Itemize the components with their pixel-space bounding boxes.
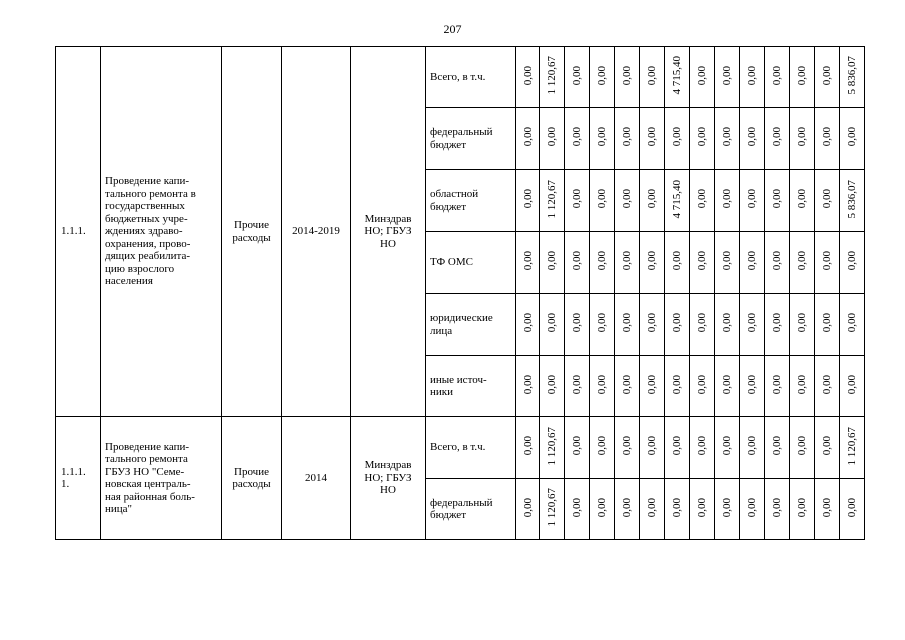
value-cell (516, 232, 540, 294)
value-cell (815, 108, 840, 170)
value-cell (615, 417, 640, 479)
value-cell (615, 170, 640, 232)
value-cell (565, 232, 590, 294)
value-text: 0,00 (721, 251, 733, 271)
value-text: 0,00 (821, 251, 833, 271)
value-text: 0,00 (571, 436, 583, 456)
value-cell (740, 108, 765, 170)
expense-type: Прочие расходы (222, 417, 282, 540)
executor: Минздрав НО; ГБУЗ НО (351, 47, 426, 417)
funding-source: ТФ ОМС (426, 232, 516, 294)
table-row (56, 417, 865, 479)
value-cell (765, 356, 790, 417)
value-text: 0,00 (746, 313, 758, 333)
value-cell (740, 232, 765, 294)
value-text: 0,00 (821, 127, 833, 147)
value-cell (790, 47, 815, 108)
value-cell (765, 232, 790, 294)
value-text: 0,00 (621, 497, 633, 517)
value-text: 0,00 (696, 127, 708, 147)
value-cell (840, 170, 865, 232)
value-cell (540, 108, 565, 170)
value-cell (840, 108, 865, 170)
value-cell (540, 479, 565, 540)
value-cell (715, 356, 740, 417)
value-cell (715, 108, 740, 170)
value-cell (790, 417, 815, 479)
table-row (56, 47, 865, 108)
item-name: Проведение капи- тального ремонта в государственных бюджетных учре- ждениях здраво- охранения, прово- дящих реабилита- цию взрослого населения (101, 47, 222, 417)
value-cell (765, 479, 790, 540)
value-cell (740, 356, 765, 417)
value-text: 0,00 (746, 65, 758, 85)
value-cell (590, 479, 615, 540)
value-cell (840, 479, 865, 540)
value-cell (765, 417, 790, 479)
value-cell (640, 47, 665, 108)
value-text: 0,00 (671, 313, 683, 333)
value-cell (790, 479, 815, 540)
value-cell (540, 47, 565, 108)
expense-type: Прочие расходы (222, 47, 282, 417)
value-text: 0,00 (721, 127, 733, 147)
funding-source: иные источ- ники (426, 356, 516, 417)
value-text: 0,00 (621, 313, 633, 333)
value-cell (540, 170, 565, 232)
value-cell (565, 108, 590, 170)
value-cell (740, 417, 765, 479)
value-text: 0,00 (521, 65, 534, 85)
value-cell (615, 232, 640, 294)
value-text: 0,00 (521, 127, 534, 147)
value-cell (765, 294, 790, 356)
value-text: 0,00 (796, 251, 808, 271)
value-text: 0,00 (696, 313, 708, 333)
value-cell (565, 170, 590, 232)
value-cell (790, 170, 815, 232)
value-text: 0,00 (621, 436, 633, 456)
value-text: 0,00 (696, 251, 708, 271)
value-cell (565, 479, 590, 540)
value-cell (690, 47, 715, 108)
value-text: 0,00 (671, 497, 683, 517)
value-text: 0,00 (621, 127, 633, 147)
value-text: 0,00 (821, 374, 833, 394)
value-cell (640, 356, 665, 417)
value-cell (740, 479, 765, 540)
value-text: 0,00 (596, 189, 608, 209)
value-text: 1 120,67 (546, 179, 558, 218)
value-cell (690, 417, 715, 479)
value-cell (815, 47, 840, 108)
value-text: 0,00 (596, 65, 608, 85)
value-text: 0,00 (646, 374, 658, 394)
budget-table (55, 46, 865, 540)
value-cell (615, 47, 640, 108)
value-cell (665, 108, 690, 170)
value-cell (815, 356, 840, 417)
value-cell (590, 47, 615, 108)
value-text: 4 715,40 (671, 56, 683, 95)
value-text: 0,00 (696, 65, 708, 85)
value-text: 0,00 (521, 313, 534, 333)
value-text: 1 120,67 (546, 488, 558, 527)
page-number: 207 (443, 22, 462, 36)
value-text: 0,00 (596, 127, 608, 147)
value-cell (815, 479, 840, 540)
value-cell (790, 108, 815, 170)
value-text: 0,00 (796, 189, 808, 209)
value-text: 0,00 (821, 436, 833, 456)
value-cell (740, 170, 765, 232)
value-cell (690, 170, 715, 232)
value-text: 0,00 (646, 497, 658, 517)
value-cell (840, 294, 865, 356)
funding-source: областной бюджет (426, 170, 516, 232)
value-cell (690, 479, 715, 540)
value-text: 0,00 (571, 497, 583, 517)
value-cell (516, 170, 540, 232)
value-cell (815, 232, 840, 294)
value-cell (590, 108, 615, 170)
item-code: 1.1.1. 1. (56, 417, 101, 540)
value-text: 0,00 (621, 189, 633, 209)
value-cell (790, 232, 815, 294)
value-text: 4 715,40 (671, 179, 683, 218)
value-text: 0,00 (746, 127, 758, 147)
value-text: 0,00 (846, 497, 858, 517)
value-cell (740, 294, 765, 356)
value-text: 0,00 (596, 251, 608, 271)
table-body (56, 47, 865, 540)
funding-source: Всего, в т.ч. (426, 417, 516, 479)
value-cell (715, 170, 740, 232)
value-cell (540, 417, 565, 479)
value-text: 0,00 (746, 251, 758, 271)
value-cell (765, 47, 790, 108)
value-cell (615, 294, 640, 356)
value-text: 0,00 (771, 65, 783, 85)
value-text: 0,00 (796, 127, 808, 147)
value-cell (740, 47, 765, 108)
value-cell (715, 479, 740, 540)
funding-source: Всего, в т.ч. (426, 47, 516, 108)
value-text: 0,00 (821, 313, 833, 333)
value-text: 0,00 (646, 313, 658, 333)
value-cell (665, 479, 690, 540)
value-cell (516, 479, 540, 540)
value-text: 1 120,67 (546, 56, 558, 95)
value-text: 1 120,67 (546, 426, 558, 465)
value-cell (540, 356, 565, 417)
value-cell (516, 47, 540, 108)
value-cell (690, 232, 715, 294)
value-cell (665, 47, 690, 108)
value-text: 0,00 (771, 374, 783, 394)
value-cell (640, 479, 665, 540)
value-text: 0,00 (671, 127, 683, 147)
value-cell (540, 294, 565, 356)
item-name: Проведение капи- тального ремонта ГБУЗ НО "Семе- новская централь- ная районная боль- ница" (101, 417, 222, 540)
value-text: 0,00 (796, 65, 808, 85)
value-cell (715, 47, 740, 108)
item-code: 1.1.1. (56, 47, 101, 417)
value-text: 0,00 (771, 313, 783, 333)
value-cell (516, 294, 540, 356)
value-cell (690, 356, 715, 417)
value-cell (665, 232, 690, 294)
value-text: 0,00 (696, 189, 708, 209)
value-text: 0,00 (821, 189, 833, 209)
value-text: 0,00 (796, 313, 808, 333)
value-text: 0,00 (696, 436, 708, 456)
value-text: 0,00 (646, 436, 658, 456)
value-text: 0,00 (771, 497, 783, 517)
implementation-period: 2014 (282, 417, 351, 540)
value-cell (665, 170, 690, 232)
value-cell (640, 108, 665, 170)
value-text: 0,00 (846, 251, 858, 271)
value-text: 0,00 (621, 65, 633, 85)
value-cell (540, 232, 565, 294)
value-text: 0,00 (721, 65, 733, 85)
value-cell (690, 108, 715, 170)
value-cell (715, 417, 740, 479)
value-cell (765, 108, 790, 170)
value-text: 0,00 (771, 189, 783, 209)
value-cell (640, 294, 665, 356)
value-text: 0,00 (571, 374, 583, 394)
value-cell (815, 417, 840, 479)
value-cell (565, 417, 590, 479)
value-cell (665, 356, 690, 417)
value-text: 5 836,07 (846, 179, 858, 218)
value-text: 0,00 (671, 251, 683, 271)
value-text: 0,00 (721, 436, 733, 456)
value-cell (840, 356, 865, 417)
value-cell (590, 232, 615, 294)
value-cell (715, 232, 740, 294)
value-text: 0,00 (546, 251, 558, 271)
value-text: 0,00 (671, 436, 683, 456)
value-text: 0,00 (621, 251, 633, 271)
value-text: 0,00 (746, 497, 758, 517)
value-text: 0,00 (771, 436, 783, 456)
value-text: 0,00 (521, 251, 534, 271)
value-text: 5 836,07 (846, 56, 858, 95)
value-text: 0,00 (521, 374, 534, 394)
value-cell (665, 417, 690, 479)
value-text: 0,00 (846, 374, 858, 394)
value-text: 0,00 (846, 313, 858, 333)
funding-source: федеральный бюджет (426, 108, 516, 170)
value-text: 0,00 (771, 251, 783, 271)
funding-source: юридические лица (426, 294, 516, 356)
value-text: 0,00 (596, 497, 608, 517)
value-text: 0,00 (646, 65, 658, 85)
value-cell (790, 356, 815, 417)
value-text: 0,00 (721, 374, 733, 394)
value-text: 0,00 (571, 313, 583, 333)
value-cell (565, 356, 590, 417)
value-cell (615, 108, 640, 170)
value-cell (690, 294, 715, 356)
value-cell (840, 232, 865, 294)
value-text: 0,00 (746, 189, 758, 209)
value-cell (590, 170, 615, 232)
value-text: 0,00 (571, 189, 583, 209)
value-cell (815, 170, 840, 232)
value-text: 0,00 (646, 189, 658, 209)
implementation-period: 2014-2019 (282, 47, 351, 417)
value-text: 0,00 (546, 374, 558, 394)
value-text: 0,00 (521, 436, 534, 456)
value-cell (516, 417, 540, 479)
value-text: 0,00 (846, 127, 858, 147)
value-cell (590, 356, 615, 417)
value-text: 0,00 (646, 251, 658, 271)
value-cell (840, 47, 865, 108)
value-text: 0,00 (546, 127, 558, 147)
value-text: 0,00 (821, 65, 833, 85)
value-cell (590, 417, 615, 479)
value-cell (790, 294, 815, 356)
value-cell (565, 47, 590, 108)
value-text: 0,00 (696, 497, 708, 517)
value-cell (765, 170, 790, 232)
value-text: 0,00 (596, 313, 608, 333)
value-text: 0,00 (521, 497, 534, 517)
value-text: 0,00 (746, 436, 758, 456)
value-text: 0,00 (621, 374, 633, 394)
value-text: 0,00 (596, 374, 608, 394)
value-cell (815, 294, 840, 356)
value-cell (665, 294, 690, 356)
value-cell (590, 294, 615, 356)
value-cell (840, 417, 865, 479)
value-cell (516, 108, 540, 170)
value-text: 0,00 (646, 127, 658, 147)
value-cell (516, 356, 540, 417)
value-text: 0,00 (546, 313, 558, 333)
value-text: 0,00 (721, 497, 733, 517)
funding-source: федеральный бюджет (426, 479, 516, 540)
value-text: 1 120,67 (846, 426, 858, 465)
value-text: 0,00 (571, 251, 583, 271)
value-text: 0,00 (821, 497, 833, 517)
value-cell (565, 294, 590, 356)
value-text: 0,00 (671, 374, 683, 394)
value-text: 0,00 (721, 189, 733, 209)
value-text: 0,00 (796, 497, 808, 517)
value-text: 0,00 (571, 65, 583, 85)
value-text: 0,00 (521, 189, 534, 209)
value-text: 0,00 (696, 374, 708, 394)
value-text: 0,00 (571, 127, 583, 147)
value-text: 0,00 (746, 374, 758, 394)
value-text: 0,00 (796, 374, 808, 394)
value-cell (640, 170, 665, 232)
value-cell (640, 232, 665, 294)
value-text: 0,00 (596, 436, 608, 456)
value-text: 0,00 (721, 313, 733, 333)
value-cell (640, 417, 665, 479)
value-text: 0,00 (796, 436, 808, 456)
value-text: 0,00 (771, 127, 783, 147)
value-cell (615, 479, 640, 540)
value-cell (715, 294, 740, 356)
value-cell (615, 356, 640, 417)
executor: Минздрав НО; ГБУЗ НО (351, 417, 426, 540)
